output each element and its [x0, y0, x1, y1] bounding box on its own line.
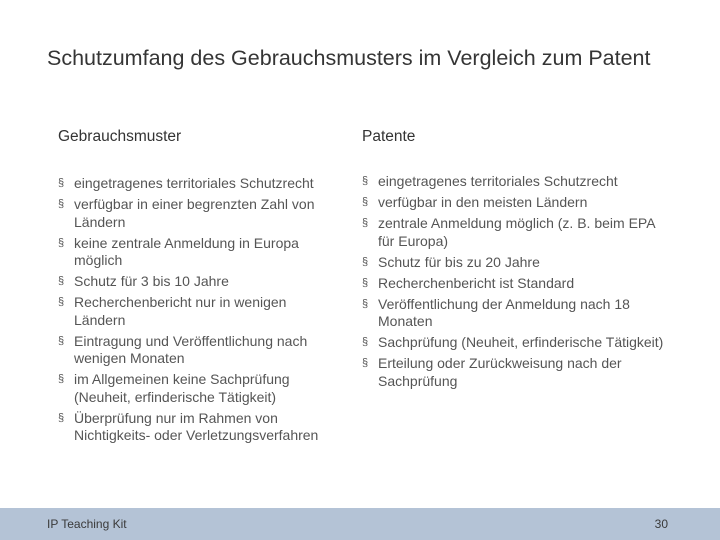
list-item	[362, 194, 672, 212]
list-item	[362, 296, 672, 331]
list-item-text: Eintragung und Veröffentlichung nach wenigen Monaten	[74, 332, 308, 366]
bullet-icon: §	[58, 373, 65, 385]
list-item-text: im Allgemeinen keine Sachprüfung (Neuheit, erfinderische Tätigkeit)	[74, 371, 290, 405]
gebrauchsmuster-heading: Gebrauchsmuster	[58, 128, 182, 145]
list-item-text: keine zentrale Anmeldung in Europa möglich	[74, 234, 299, 268]
bullet-icon: §	[58, 275, 65, 287]
bullet-icon: §	[58, 334, 65, 347]
list-item-text: zentrale Anmeldung möglich (z. B. beim EPA für Europa)	[378, 215, 655, 249]
list-item	[362, 173, 672, 191]
list-item-text: Veröffentlichung der Anmeldung nach 18 Monaten	[378, 295, 630, 329]
list-item	[362, 334, 672, 352]
list-item-text: Schutz für bis zu 20 Jahre	[378, 253, 540, 270]
bullet-icon: §	[58, 236, 65, 249]
list-item-text: eingetragenes territoriales Schutzrecht	[378, 173, 618, 189]
footer-label: IP Teaching Kit	[47, 517, 127, 531]
page-number: 30	[654, 517, 668, 531]
bullet-icon: §	[362, 196, 369, 208]
list-item	[58, 333, 338, 368]
bullet-icon: §	[362, 297, 369, 310]
footer-bar	[0, 508, 720, 540]
list-item-text: Überprüfung nur im Rahmen von Nichtigkeits- oder Verletzungsverfahren	[74, 409, 319, 443]
list-item	[362, 355, 672, 390]
bullet-icon: §	[362, 336, 369, 348]
bullet-icon: §	[362, 357, 369, 369]
list-item	[58, 410, 338, 445]
list-item	[58, 235, 338, 270]
bullet-icon: §	[58, 177, 65, 189]
gebrauchsmuster-list	[58, 175, 338, 448]
list-item-text: verfügbar in einer begrenzten Zahl von Ländern	[74, 196, 315, 230]
list-item-text: Erteilung oder Zurückweisung nach der Sachprüfung	[378, 355, 622, 389]
patente-list	[362, 173, 672, 394]
list-item	[58, 273, 338, 291]
bullet-icon: §	[362, 217, 369, 229]
list-item	[362, 215, 672, 250]
list-item-text: verfügbar in den meisten Ländern	[378, 194, 588, 210]
list-item-text: Sachprüfung (Neuheit, erfinderische Tätigkeit)	[378, 334, 664, 350]
list-item	[58, 371, 338, 406]
bullet-icon: §	[362, 255, 369, 268]
bullet-icon: §	[362, 175, 369, 187]
bullet-icon: §	[58, 296, 65, 308]
list-item	[362, 254, 672, 272]
list-item-text: eingetragenes territoriales Schutzrecht	[74, 175, 314, 191]
patente-heading: Patente	[362, 128, 416, 145]
list-item-text: Recherchenbericht ist Standard	[378, 274, 575, 291]
list-item-text: Recherchenbericht nur in wenigen Ländern	[74, 294, 287, 328]
slide-title: Schutzumfang des Gebrauchsmusters im Vergleich zum Patent	[47, 46, 651, 70]
bullet-icon: §	[58, 198, 65, 210]
list-item	[58, 196, 338, 231]
bullet-icon: §	[58, 411, 65, 424]
list-item	[58, 294, 338, 329]
list-item-text: Schutz für 3 bis 10 Jahre	[74, 273, 229, 289]
list-item	[58, 175, 338, 193]
bullet-icon: §	[362, 276, 369, 289]
list-item	[362, 275, 672, 293]
